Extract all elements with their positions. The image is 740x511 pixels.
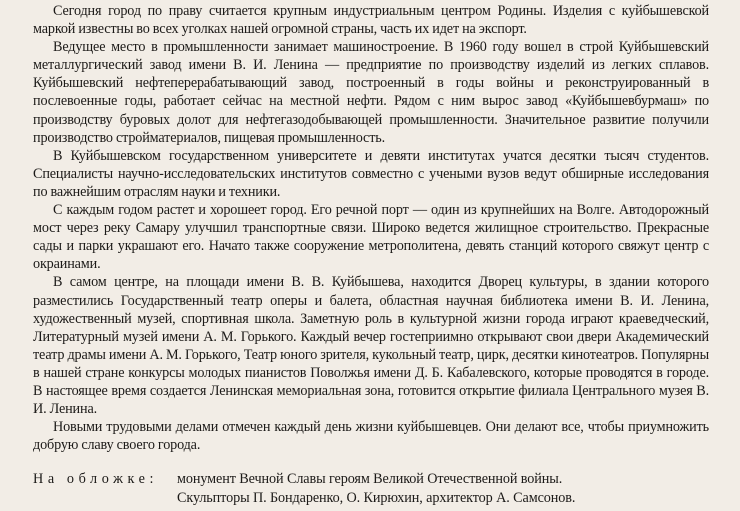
paragraph-industry: Сегодня город по праву считается крупным индустриальным центром Родины. Изделия с куйбышевской маркой известны во всех уголках нашей огромной страны, часть их идет на экспорт. (33, 3, 709, 38)
cover-caption-line-1: монумент Вечной Славы героям Великой Отечественной войны. (177, 471, 563, 487)
article-body (33, 2, 709, 454)
cover-caption-line-2: Скульпторы П. Бондаренко, О. Кирюхин, архитектор А. Самсонов. (177, 489, 576, 506)
paragraph-culture: В самом центре, на площади имени В. В. Куйбышева, находится Дворец культуры, в здании которого разместились Государственный театр оперы и балета, областная научная библиотека имени В. И. Ленина, художественный музей, спортивная школа. Заметную роль в культурной жизни города играют краеведческий, Литературный музей имени А. М. Горького. Каждый вечер гостеприимно открывают свои двери Академический театр драмы имени А. М. Горького, Театр юного зрителя, кукольный театр, цирк, десятки кинотеатров. Популярны в нашей стране конкурсы молодых пианистов Поволжья имени Д. Б. Кабалевского, которые проводятся в городе. В настоящее время создается Ленинская мемориальная зона, готовится открытие филиала Центрального музея В. И. Ленина. (33, 274, 709, 418)
paragraph-closing: Новыми трудовыми делами отмечен каждый день жизни куйбышевцев. Они делают все, чтобы приумножить добрую славу своего города. (33, 419, 709, 454)
paragraph-education: В Куйбышевском государственном университете и девяти институтах учатся десятки тысяч студентов. Специалисты научно-исследовательских институтов совместно с учеными вузов ведут обширные исследования по важнейшим отраслям науки и техники. (33, 147, 709, 200)
paragraph-machine-building: Ведущее место в промышленности занимает машиностроение. В 1960 году вошел в строй Куйбышевский металлургический завод имени В. И. Ленина — предприятие по производству изделий из легких сплавов. Куйбышевский нефтеперерабатывающий завод, построенный в годы войны и реконструированный в послевоенные годы, работает сейчас на местной нефти. Рядом с ним вырос завод «Куйбышевбурмаш» по производству буровых долот для нефтегазодобывающей промышленности. Значительное развитие получили производство стройматериалов, пищевая промышленность. (33, 39, 709, 146)
paragraph-city-growth: С каждым годом растет и хорошеет город. Его речной порт — один из крупнейших на Волге. Автодорожный мост через реку Самару улучшил транспортные связи. Широко ведется жилищное строительство. Прекрасные сады и парки украшают его. Начато также сооружение метрополитена, девять станций которого свяжут центр с окраинами. (33, 202, 709, 273)
cover-caption-text (177, 470, 709, 507)
cover-caption-label: На обложке: (33, 471, 159, 487)
cover-caption (33, 470, 709, 507)
